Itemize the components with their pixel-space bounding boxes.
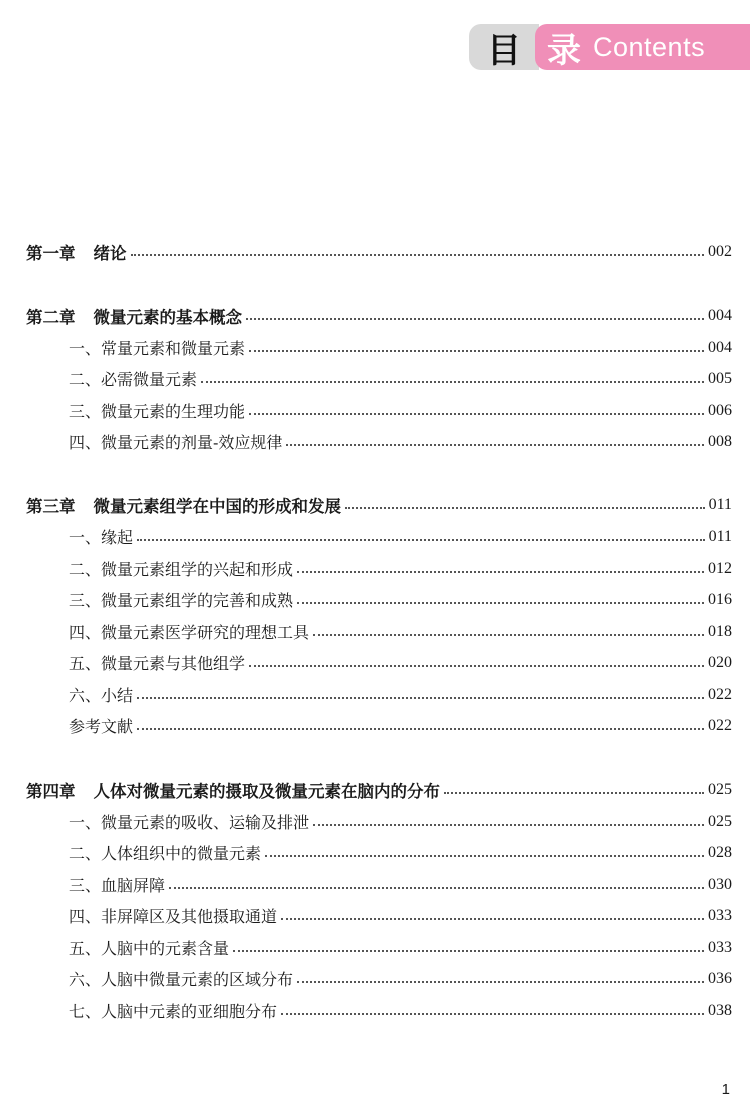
toc-page-number: 028 xyxy=(708,843,732,861)
leader-dots xyxy=(169,886,704,889)
toc-page-number: 016 xyxy=(708,590,732,608)
toc-page-number: 030 xyxy=(708,875,732,893)
leader-dots xyxy=(137,538,705,541)
toc-section-entry[interactable] xyxy=(26,426,732,457)
toc-section-entry[interactable] xyxy=(26,553,732,584)
toc-page-number: 012 xyxy=(708,559,732,577)
leader-dots xyxy=(281,1012,704,1015)
toc-page-number: 033 xyxy=(708,906,732,924)
toc-page-number: 025 xyxy=(708,812,732,830)
toc-entry-title: 参考文献 xyxy=(69,717,134,736)
header-char-lu: 录 xyxy=(547,30,581,71)
toc-section-entry[interactable] xyxy=(26,332,732,363)
header-char-mu: 目 xyxy=(487,30,521,71)
chapter-title: 微量元素组学在中国的形成和发展 xyxy=(93,496,341,516)
toc-entry-title: 二、必需微量元素 xyxy=(69,370,198,389)
toc-page-number: 036 xyxy=(708,969,732,987)
leader-dots xyxy=(444,791,704,794)
chapter-title: 人体对微量元素的摄取及微量元素在脑内的分布 xyxy=(93,781,440,801)
toc-entry-title: 七、人脑中元素的亚细胞分布 xyxy=(69,1002,278,1021)
toc-entry-title: 二、微量元素组学的兴起和形成 xyxy=(69,560,294,579)
toc-section-entry[interactable] xyxy=(26,869,732,900)
toc-section-entry[interactable] xyxy=(26,521,732,552)
toc-chapter-entry[interactable] xyxy=(26,236,732,267)
toc-page-number: 022 xyxy=(708,716,732,734)
toc-entry-title xyxy=(26,304,242,328)
chapter-number: 第三章 xyxy=(26,496,76,516)
chapter-number: 第二章 xyxy=(26,307,76,327)
toc-section-entry[interactable] xyxy=(26,710,732,741)
toc-page-number: 008 xyxy=(708,432,732,450)
leader-dots xyxy=(345,506,705,509)
toc-entry-title: 一、微量元素的吸收、运输及排泄 xyxy=(69,813,310,832)
toc-page-number: 011 xyxy=(708,527,732,545)
leader-dots xyxy=(313,633,704,636)
leader-dots xyxy=(249,664,704,667)
toc-section-entry[interactable] xyxy=(26,616,732,647)
toc-page-number: 004 xyxy=(708,338,732,356)
leader-dots xyxy=(137,696,704,699)
toc-page-number: 011 xyxy=(708,495,732,513)
toc-section-entry[interactable] xyxy=(26,806,732,837)
leader-dots xyxy=(281,917,704,920)
leader-dots xyxy=(297,980,704,983)
leader-dots xyxy=(249,349,704,352)
leader-dots xyxy=(286,443,704,446)
leader-dots xyxy=(131,253,705,256)
contents-header xyxy=(469,24,750,70)
toc-section-entry[interactable] xyxy=(26,995,732,1026)
toc-chapter-entry[interactable] xyxy=(26,300,732,331)
toc-section-entry[interactable] xyxy=(26,647,732,678)
toc-entry-title: 六、小结 xyxy=(69,686,134,705)
leader-dots xyxy=(201,380,704,383)
toc-page-number: 033 xyxy=(708,938,732,956)
toc-entry-title: 五、微量元素与其他组学 xyxy=(69,654,246,673)
toc-section-entry[interactable] xyxy=(26,837,732,868)
toc-section-entry[interactable] xyxy=(26,395,732,426)
page-number: 1 xyxy=(721,1081,730,1098)
toc-entry-title: 三、血脑屏障 xyxy=(69,876,166,895)
toc-section-entry[interactable] xyxy=(26,584,732,615)
toc-page-number: 002 xyxy=(708,242,732,260)
toc-chapter-entry[interactable] xyxy=(26,774,732,805)
toc-entry-title: 一、缘起 xyxy=(69,528,134,547)
toc-entry-title xyxy=(26,240,127,264)
leader-dots xyxy=(297,601,704,604)
toc-page-number: 005 xyxy=(708,369,732,387)
leader-dots xyxy=(249,412,704,415)
leader-dots xyxy=(137,727,704,730)
toc-entry-title: 二、人体组织中的微量元素 xyxy=(69,844,262,863)
toc-entry-title: 五、人脑中的元素含量 xyxy=(69,939,230,958)
toc-entry-title: 三、微量元素的生理功能 xyxy=(69,402,246,421)
toc-entry-title xyxy=(26,778,440,802)
leader-dots xyxy=(246,317,704,320)
header-english: Contents xyxy=(593,31,706,62)
toc-page-number: 018 xyxy=(708,622,732,640)
toc-section-entry[interactable] xyxy=(26,900,732,931)
leader-dots xyxy=(297,570,704,573)
toc-page-number: 006 xyxy=(708,401,732,419)
toc-entry-title: 一、常量元素和微量元素 xyxy=(69,339,246,358)
toc-page-number: 022 xyxy=(708,685,732,703)
leader-dots xyxy=(313,823,704,826)
chapter-title: 绪论 xyxy=(93,243,127,263)
chapter-number: 第一章 xyxy=(26,243,76,263)
toc-entry-title: 四、微量元素医学研究的理想工具 xyxy=(69,623,310,642)
toc-section-entry[interactable] xyxy=(26,363,732,394)
toc-page-number: 025 xyxy=(708,780,732,798)
toc-entry-title: 四、非屏障区及其他摄取通道 xyxy=(69,907,278,926)
toc-section-entry[interactable] xyxy=(26,932,732,963)
header-pink-tab xyxy=(535,24,750,70)
header-gray-tab xyxy=(469,24,539,70)
toc-page-number: 020 xyxy=(708,653,732,671)
toc-page-number: 038 xyxy=(708,1001,732,1019)
chapter-number: 第四章 xyxy=(26,781,76,801)
toc-chapter-entry[interactable] xyxy=(26,489,732,520)
toc-entry-title: 四、微量元素的剂量-效应规律 xyxy=(69,433,283,452)
toc-entry-title: 三、微量元素组学的完善和成熟 xyxy=(69,591,294,610)
chapter-title: 微量元素的基本概念 xyxy=(93,307,242,327)
toc-page-number: 004 xyxy=(708,306,732,324)
toc-section-entry[interactable] xyxy=(26,963,732,994)
leader-dots xyxy=(265,854,704,857)
toc-entry-title: 六、人脑中微量元素的区域分布 xyxy=(69,970,294,989)
toc-section-entry[interactable] xyxy=(26,679,732,710)
toc-entry-title xyxy=(26,493,341,517)
leader-dots xyxy=(233,949,704,952)
